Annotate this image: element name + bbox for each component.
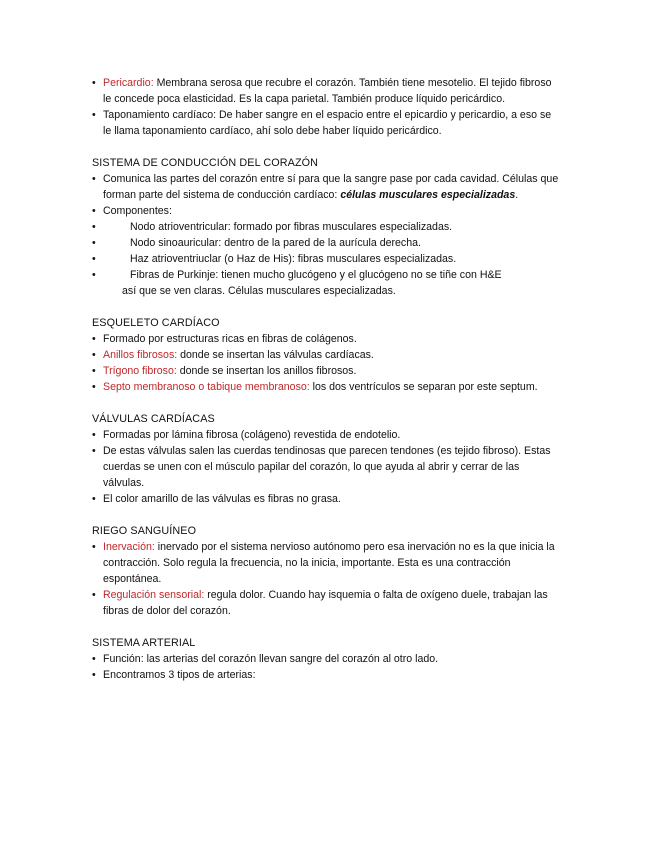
text-period: . [515, 189, 519, 201]
term-septo: Septo membranoso o tabique membranoso: [103, 381, 310, 393]
emphasis-celulas: células musculares especializadas [340, 189, 516, 201]
section-title-riego: RIEGO SANGUÍNEO [92, 525, 197, 537]
text-purkinje: Fibras de Purkinje: tienen mucho glucógeno y el glucógeno no se tiñe con H&E [130, 269, 502, 281]
list-item-tipos [92, 667, 562, 683]
section-title-esqueleto: ESQUELETO CARDÍACO [92, 317, 220, 329]
valvulas-list [92, 427, 562, 507]
text-purkinje-cont: así que se ven claras. Células musculares especializadas. [122, 285, 396, 297]
definition-trigono: donde se insertan los anillos fibrosos. [176, 365, 357, 377]
spacer [92, 619, 562, 635]
text-componentes: Componentes: [103, 205, 172, 217]
esqueleto-list [92, 331, 562, 395]
text-comunica: Comunica las partes del corazón entre sí para que la sangre pase por cada cavidad. Células que forman parte del sistema de conducción cardíaco: [103, 173, 559, 201]
text-haz-his: Haz atrioventriuclar (o Haz de His): fibras musculares especializadas. [130, 253, 457, 265]
spacer [92, 139, 562, 155]
definition-regulacion: regula dolor. Cuando hay isquemia o falta de oxígeno duele, trabajan las fibras de dolor del corazón. [103, 589, 548, 617]
list-item-regulacion [92, 587, 562, 619]
list-item-taponamiento [92, 107, 562, 139]
list-item-color [92, 491, 562, 507]
text-color: El color amarillo de las válvulas es fibras no grasa. [103, 493, 341, 505]
list-item-funcion [92, 651, 562, 667]
definition-inervacion: inervado por el sistema nervioso autónomo pero esa inervación no es la que inicia la contracción. Solo regula la frecuencia, no la inicia, importante. Esta es una contracción espontánea. [103, 541, 555, 585]
term-inervacion: Inervación: [103, 541, 155, 553]
text-nodo-sa: Nodo sinoauricular: dentro de la pared de la aurícula derecha. [130, 237, 421, 249]
riego-list [92, 539, 562, 619]
term-regulacion: Regulación sensorial: [103, 589, 205, 601]
term-anillos: Anillos fibrosos: [103, 349, 178, 361]
component-item-nodo-sa [92, 235, 562, 251]
text-taponamiento: Taponamiento cardíaco: De haber sangre en el espacio entre el epicardio y pericardio, a eso se le llama taponamiento cardíaco, ahí solo debe haber líquido pericárdico. [103, 109, 552, 137]
text-formado: Formado por estructuras ricas en fibras de colágenos. [103, 333, 357, 345]
spacer [92, 395, 562, 411]
list-item-componentes [92, 203, 562, 219]
list-item-pericardio [92, 75, 562, 107]
definition-pericardio: Membrana serosa que recubre el corazón. También tiene mesotelio. El tejido fibroso le concede poca elasticidad. Es la capa parietal. También produce líquido pericárdico. [103, 77, 552, 105]
section-title-arterial: SISTEMA ARTERIAL [92, 637, 196, 649]
arterial-list [92, 651, 562, 683]
component-item-nodo-av [92, 219, 562, 235]
section-title-valvulas: VÁLVULAS CARDÍACAS [92, 413, 215, 425]
text-funcion: Función: las arterias del corazón llevan sangre del corazón al otro lado. [103, 653, 439, 665]
spacer [92, 507, 562, 523]
list-item-cuerdas [92, 443, 562, 491]
term-pericardio: Pericardio: [103, 77, 154, 89]
list-item-inervacion [92, 539, 562, 587]
list-item-formadas [92, 427, 562, 443]
text-cuerdas: De estas válvulas salen las cuerdas tendinosas que parecen tendones (es tejido fibroso). Estas cuerdas se unen con el músculo papilar del corazón, lo que ayuda al abrir y cerrar de las válvulas. [103, 445, 551, 489]
text-formadas: Formadas por lámina fibrosa (colágeno) revestida de endotelio. [103, 429, 401, 441]
text-nodo-av: Nodo atrioventricular: formado por fibras musculares especializadas. [130, 221, 453, 233]
component-item-haz-his [92, 251, 562, 267]
list-item-formado [92, 331, 562, 347]
text-tipos: Encontramos 3 tipos de arterias: [103, 669, 256, 681]
conduccion-list [92, 171, 562, 299]
list-item-septo [92, 379, 562, 395]
document-content [92, 75, 562, 683]
component-item-purkinje [92, 267, 562, 299]
definition-septo: los dos ventrículos se separan por este septum. [309, 381, 538, 393]
section-title-conduccion: SISTEMA DE CONDUCCIÓN DEL CORAZÓN [92, 157, 319, 169]
definition-anillos: donde se insertan las válvulas cardíacas. [177, 349, 374, 361]
intro-list [92, 75, 562, 139]
spacer [92, 299, 562, 315]
list-item-anillos [92, 347, 562, 363]
list-item-comunica [92, 171, 562, 203]
list-item-trigono [92, 363, 562, 379]
term-trigono: Trígono fibroso: [103, 365, 177, 377]
